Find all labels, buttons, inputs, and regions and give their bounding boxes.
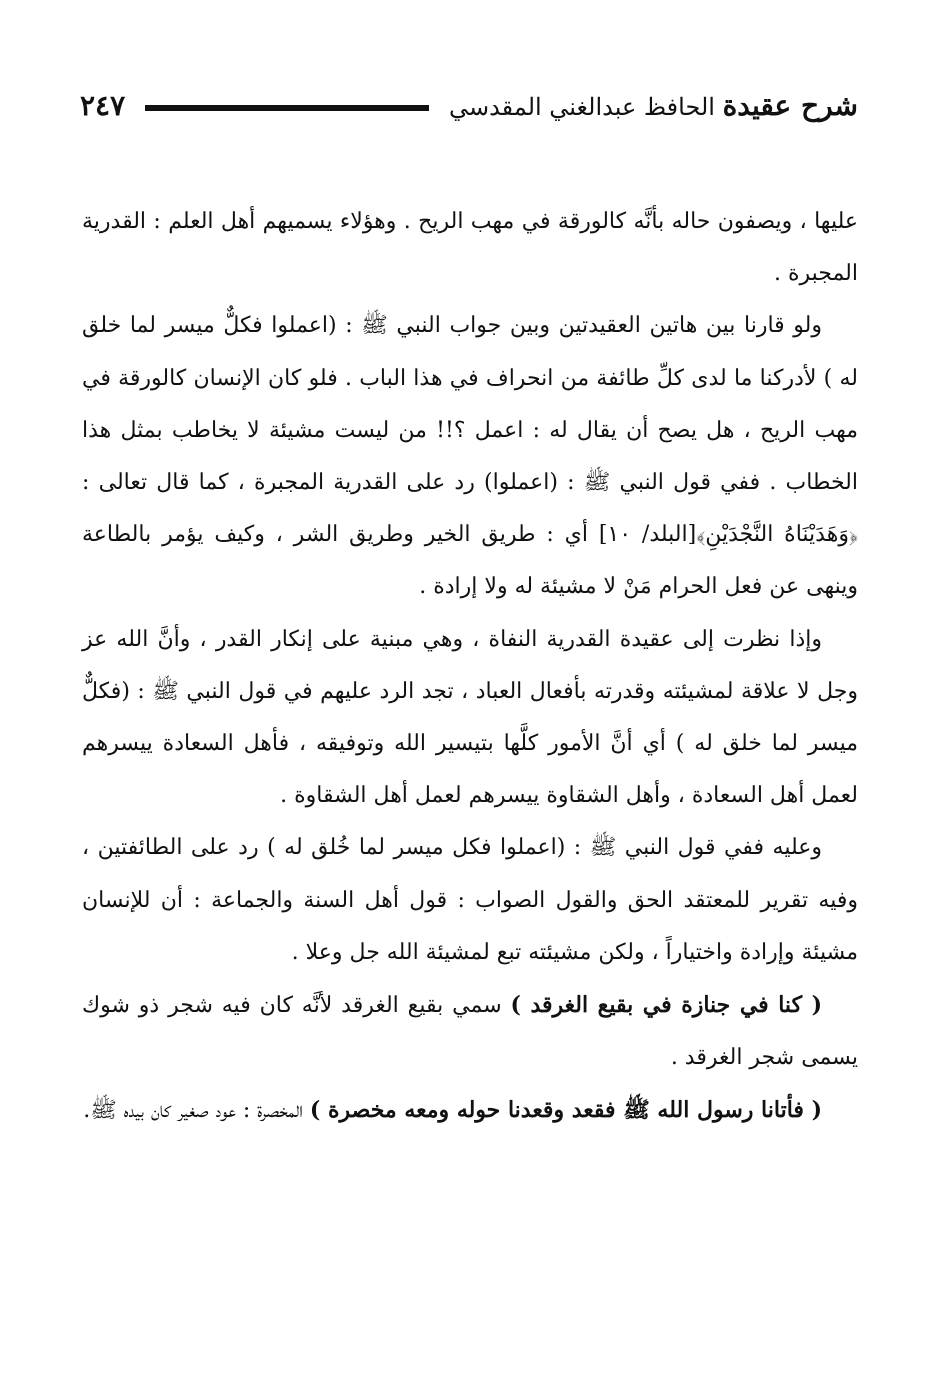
header-rule <box>145 105 429 111</box>
paragraph-1-text: عليها ، ويصفون حاله بأنَّه كالورقة في مهب الريح . وهؤلاء يسميهم أهل العلم : القدرية المجبرة . <box>82 209 858 287</box>
paragraph-2 <box>82 300 858 613</box>
paragraph-5-text: سمي بقيع الغرقد لأنَّه كان فيه شجر ذو شوك يسمى شجر الغرقد . <box>82 993 858 1071</box>
paragraph-6-text: المخصرة : عود صغير كان بيده ﷺ. <box>83 1098 310 1124</box>
page-number: ٢٤٧ <box>80 89 126 122</box>
paragraph-5-quote: ( كنا في جنازة في بقيع الغرقد ) <box>510 992 822 1019</box>
paragraph-6 <box>82 1084 858 1137</box>
paragraph-5 <box>82 979 858 1084</box>
paragraph-3-text: وإذا نظرت إلى عقيدة القدرية النفاة ، وهي مبنية على إنكار القدر ، وأنَّ الله عز وجل لا علاقة لمشيئته وقدرته بأفعال العباد ، تجد الرد عليهم في قول النبي ﷺ : (فكلٌّ ميسر لما خلق له ) أي أنَّ الأمور كلَّها بتيسير الله وتوفيقه ، فأهل السعادة ييسرهم لعمل أهل السعادة ، وأهل الشقاوة ييسرهم لعمل أهل الشقاوة . <box>82 626 858 809</box>
paragraph-2-text: ولو قارنا بين هاتين العقيدتين وبين جواب النبي ﷺ : (اعملوا فكلٌّ ميسر لما خلق له ) لأدركنا ما لدى كلِّ طائفة من انحراف في هذا الباب . فلو كان الإنسان كالورقة في مهب الريح ، هل يصح أن يقال له : اعمل ؟!! من ليست مشيئة لا يخاطب بمثل هذا الخطاب . ففي قول النبي ﷺ : (اعملوا) رد على القدرية المجبرة ، كما قال تعالى : ﴿وَهَدَيْنَاهُ النَّجْدَيْنِ﴾[البلد/ ١٠] أي : طريق الخير وطريق الشر ، وكيف يؤمر بالطاعة وينهى عن فعل الحرام مَنْ لا مشيئة له ولا إرادة . <box>82 313 858 600</box>
paragraph-4-text: وعليه ففي قول النبي ﷺ : (اعملوا فكل ميسر لما خُلق له ) رد على الطائفتين ، وفيه تقرير للمعتقد الحق والقول الصواب : قول أهل السنة والجماعة : أن للإنسان مشيئة وإرادة واختياراً ، ولكن مشيئته تبع لمشيئة الله جل وعلا . <box>82 835 858 965</box>
paragraph-3 <box>82 614 858 823</box>
paragraph-6-quote: ( فأتانا رسول الله ﷺ فقعد وقعدنا حوله ومعه مخصرة ) <box>309 1097 822 1124</box>
running-header <box>80 84 858 128</box>
book-title <box>449 84 858 129</box>
book-title-rest: الحافظ عبدالغني المقدسي <box>448 92 723 121</box>
paragraph-1 <box>82 196 858 300</box>
paragraph-4 <box>82 822 858 979</box>
body-text <box>82 196 858 1138</box>
book-title-bold: شرح عقيدة <box>722 88 858 122</box>
